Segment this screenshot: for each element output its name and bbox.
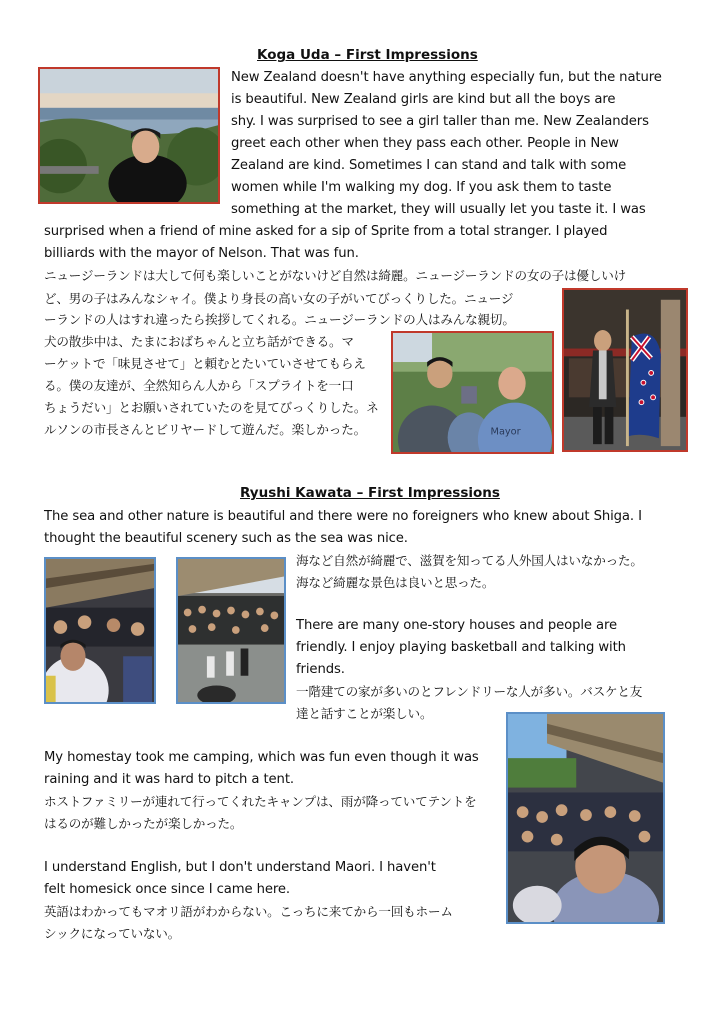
section1-title: Koga Uda – First Impressions [257,47,478,63]
text-line: 犬の散歩中は、たまにおばちゃんと立ち話ができる。マ [44,334,354,349]
text-line: friends. [296,662,345,677]
text-line: The sea and other nature is beautiful and there were no foreigners who knew about Shiga. I [44,509,642,524]
text-line: raining and it was hard to pitch a tent. [44,772,294,787]
text-line: Zealand are kind. Sometimes I can stand and talk with some [231,158,627,173]
photo-with-mayor [391,331,554,454]
text-line: 達と話すことが楽しい。 [296,706,433,721]
text-line: surprised when a friend of mine asked for a sip of Sprite from a total stranger. I played [44,224,608,239]
text-line: ニュージーランドは大して何も楽しいことがないけど自然は綺麗。ニュージーランドの女の子は優しいけ [44,268,627,283]
text-line: I understand English, but I don't understand Maori. I haven't [44,860,436,875]
text-line: シックになっていない。 [44,926,181,941]
text-line: is beautiful. New Zealand girls are kind but all the boys are [231,92,616,107]
text-line: There are many one-story houses and people are [296,618,618,633]
photo-stadium-stands [176,557,286,704]
text-line: 海など綺麗な景色は良いと思った。 [296,575,495,590]
text-line: 英語はわかってもマオリ語がわからない。こっちに来てから一回もホーム [44,904,453,919]
photo-selfie-landscape [38,67,220,204]
section2-title: Ryushi Kawata – First Impressions [240,485,500,501]
text-line: 一階建ての家が多いのとフレンドリーな人が多い。バスケと友 [296,684,643,699]
text-line: ーランドの人はすれ違ったら挨拶してくれる。ニュージーランドの人はみんな親切。 [44,312,515,327]
text-line: thought the beautiful scenery such as the sea was nice. [44,531,408,546]
photo-nz-flag [562,288,688,452]
text-line: 海など自然が綺麗で、滋賀を知ってる人外国人はいなかった。 [296,553,643,568]
text-line: something at the market, they will usually let you taste it. I was [231,202,646,217]
text-line: ホストファミリーが連れて行ってくれたキャンプは、雨が降っていてテントを [44,794,477,809]
text-line: friendly. I enjoy playing basketball and talking with [296,640,626,655]
text-line: women while I'm walking my dog. If you ask them to taste [231,180,612,195]
text-line: billiards with the mayor of Nelson. That was fun. [44,246,359,261]
text-line: る。僕の友達が、全然知らん人から「スプライトを一口 [44,378,354,393]
text-line: ど、男の子はみんなシャイ。僕より身長の高い女の子がいてびっくりした。ニュージ [44,291,514,306]
photo-boy-in-stadium [506,712,665,924]
text-line: ルソンの市長さんとビリヤードして遊んだ。楽しかった。 [44,422,366,437]
text-line: greet each other when they pass each other. People in New [231,136,619,151]
text-line: New Zealand doesn't have anything especially fun, but the nature [231,70,662,85]
text-line: ーケットで「味見させて」と頼むとたいていさせてもらえ [44,356,366,371]
text-line: felt homesick once since I came here. [44,882,290,897]
text-line: My homestay took me camping, which was fun even though it was [44,750,479,765]
text-line: shy. I was surprised to see a girl taller than me. New Zealanders [231,114,649,129]
text-line: ちょうだい」とお願いされていたのを見てびっくりした。ネ [44,400,379,415]
text-line: はるのが難しかったが楽しかった。 [44,816,243,831]
shirt-text: Mayor [490,426,521,438]
photo-stadium-students [44,557,156,704]
